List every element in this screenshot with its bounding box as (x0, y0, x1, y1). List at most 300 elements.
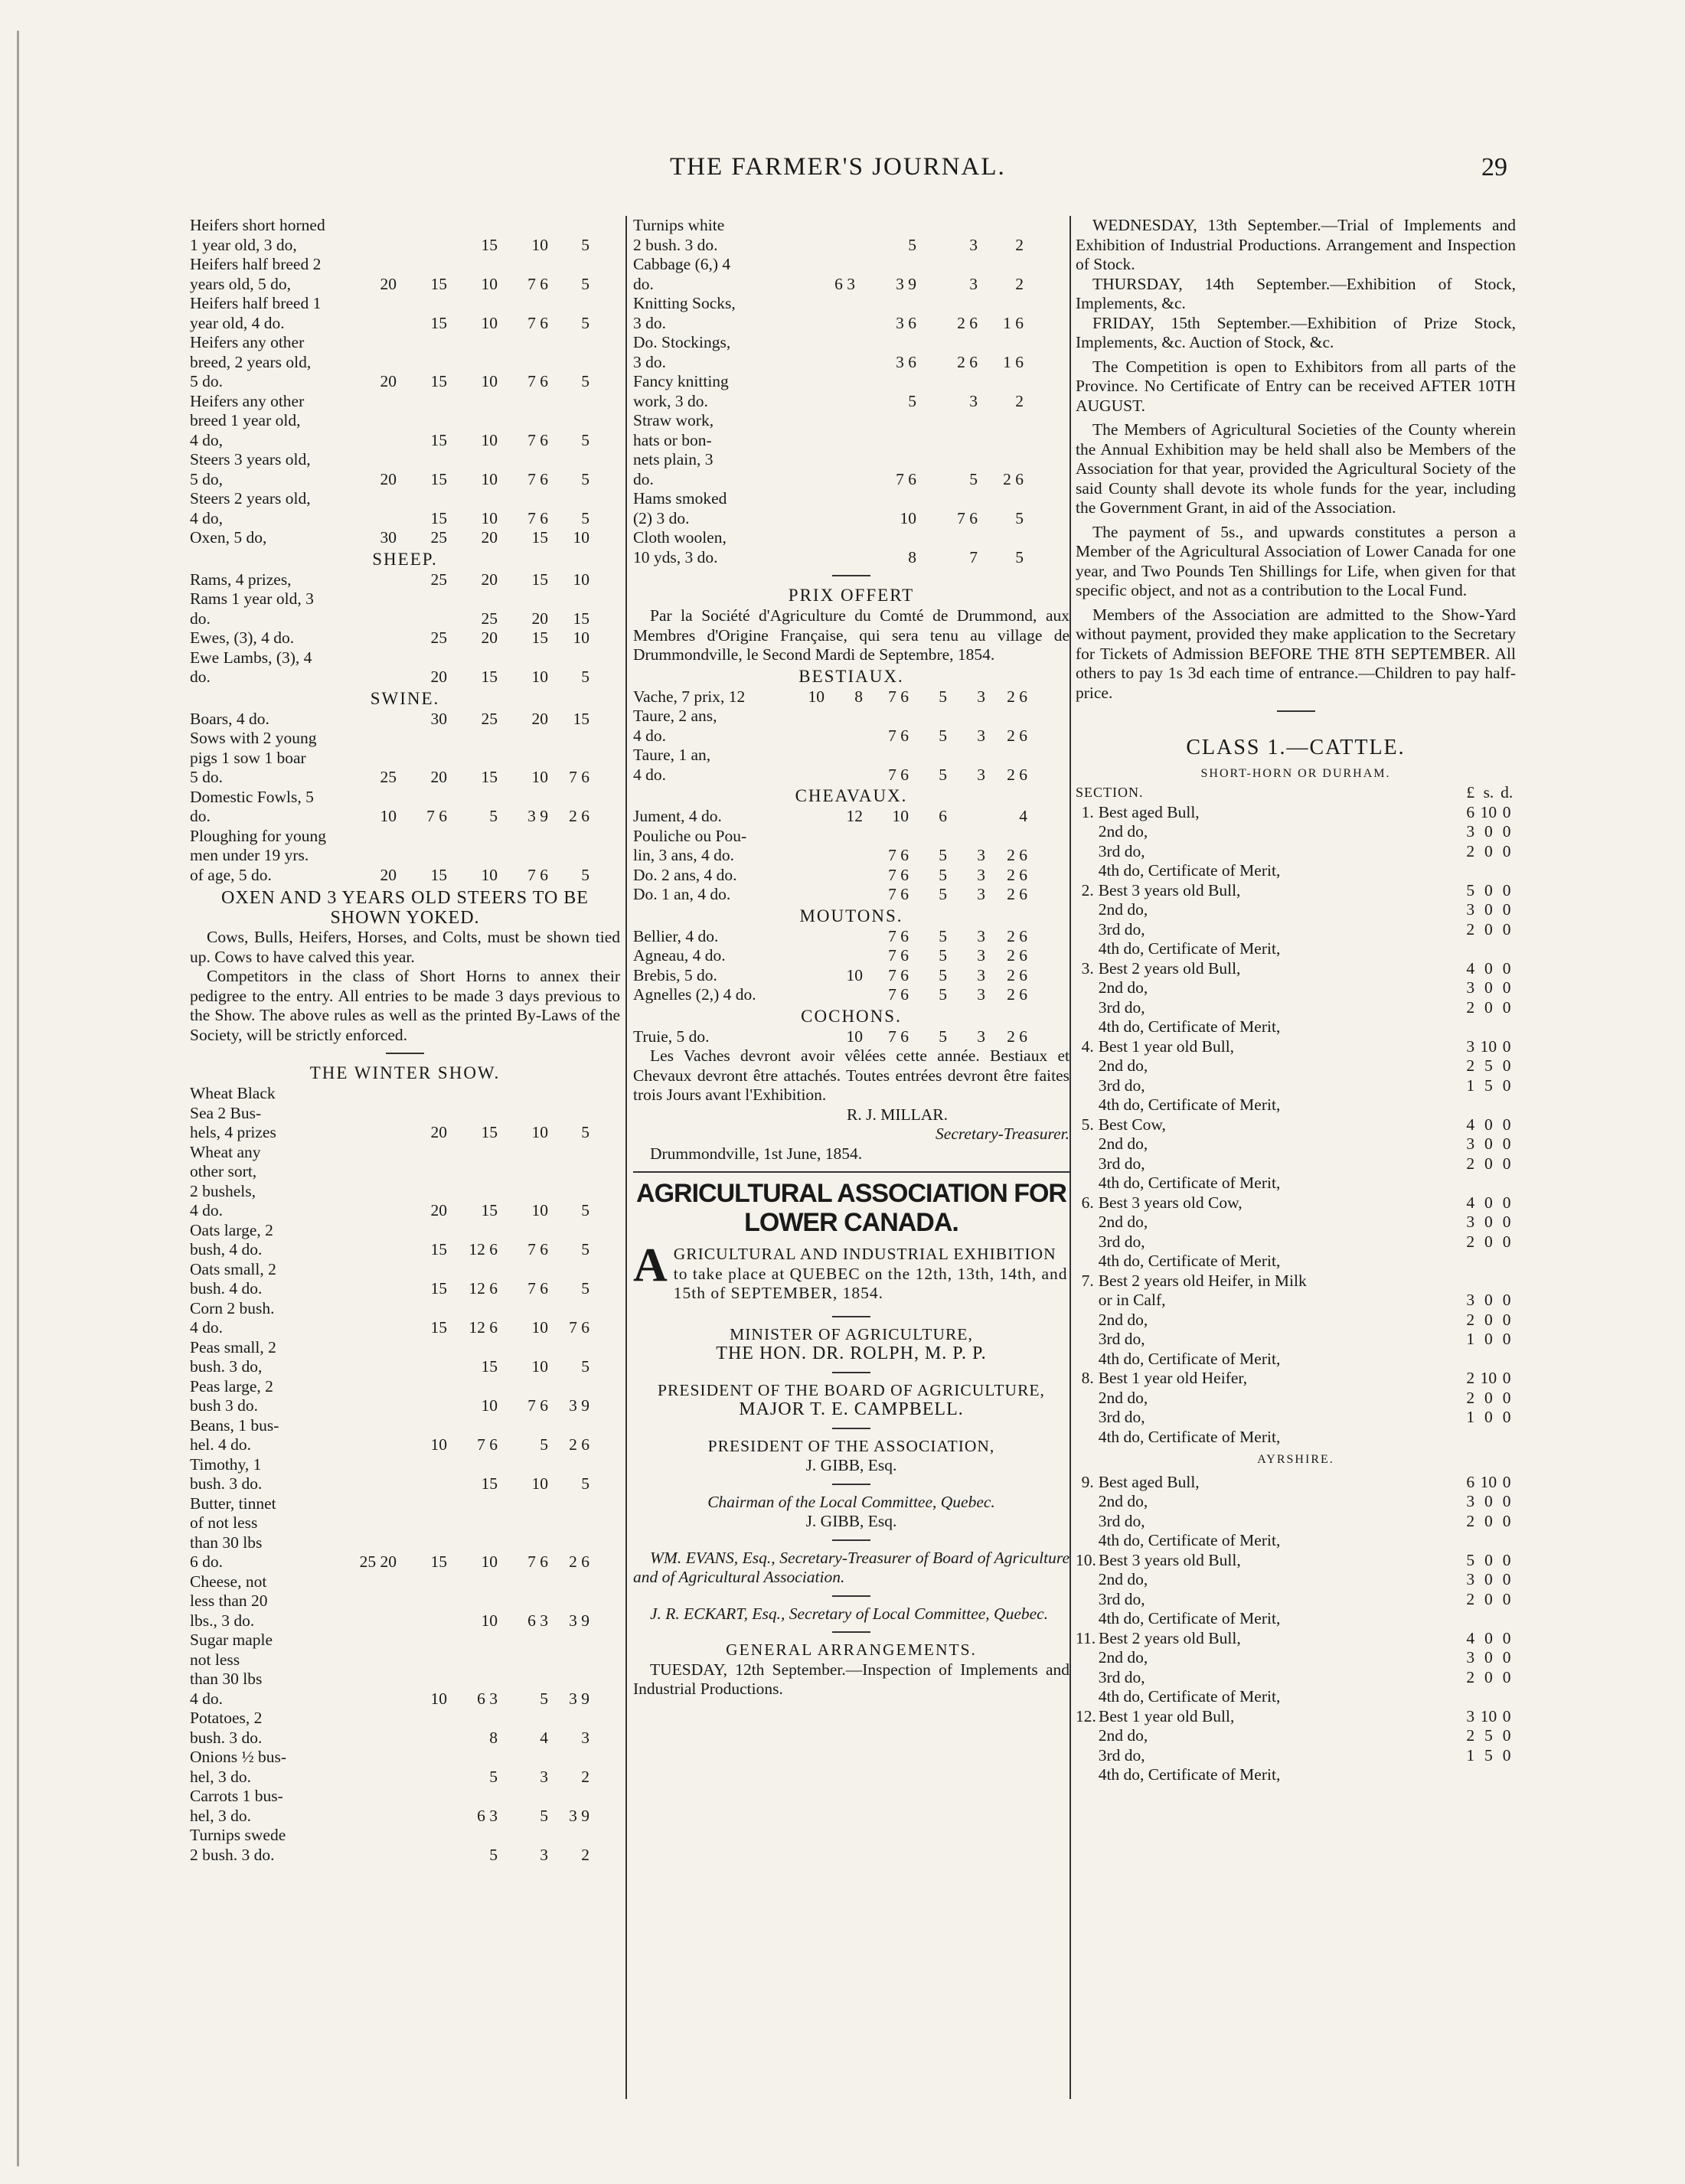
prize-row (190, 1631, 620, 1650)
prize-amount: 6 3 (834, 274, 855, 293)
prize-amount: 2 6 (1007, 985, 1027, 1004)
prize-amount: 2 (1466, 841, 1475, 860)
president-association-line: PRESIDENT OF THE ASSOCIATION, (707, 1436, 995, 1455)
prize-amount: 10 (573, 570, 589, 589)
prize-amount (498, 648, 548, 668)
prize-amount (351, 392, 397, 412)
prize-item-label: do. (633, 469, 654, 488)
prize-amount (498, 1513, 548, 1533)
section-label: 3rd do, (1098, 1745, 1145, 1765)
prize-amount (786, 509, 855, 529)
prize-amount: 3 9 (569, 1806, 589, 1825)
prize-amount: 3 (1466, 1706, 1475, 1725)
prize-row (633, 1027, 1069, 1047)
prize-amount: 5 (939, 765, 947, 784)
prize-item-label: bush. 3 do, (190, 1357, 263, 1376)
signature-name: R. J. MILLAR. (847, 1105, 948, 1124)
prize-amount: 0 (1484, 1193, 1493, 1212)
prize-amount (447, 1221, 498, 1241)
prize-amount (447, 411, 498, 431)
prize-amount: 7 6 (426, 807, 447, 825)
prize-amount: 0 (1484, 1388, 1493, 1407)
divider (832, 1428, 870, 1429)
prize-amount: 5 (1015, 547, 1024, 566)
prize-row (190, 1729, 620, 1748)
prize-table-chevaux (633, 807, 1069, 905)
prize-amount (447, 1182, 498, 1202)
chairman-line: Chairman of the Local Committee, Quebec. (707, 1492, 995, 1511)
prize-amount (947, 707, 985, 726)
prize-amount (397, 216, 447, 236)
prize-amount: 15 (531, 570, 548, 589)
section-number (1076, 822, 1094, 842)
prize-item-label: Sea 2 Bus- (190, 1103, 262, 1122)
prize-amount (498, 1338, 548, 1358)
section-number (1076, 1252, 1094, 1272)
prize-amount: 0 (1484, 1330, 1493, 1348)
prize-amount: 5 (581, 668, 589, 686)
prize-amount (548, 1826, 589, 1846)
section-row (1076, 978, 1516, 998)
section-label: 3rd do, (1098, 919, 1145, 939)
prize-amount: 12 6 (469, 1318, 498, 1337)
prize-amount: 5 (1484, 1076, 1493, 1095)
prize-amount: 6 3 (477, 1689, 498, 1708)
column-2 (633, 216, 1069, 1699)
prize-amount (397, 450, 447, 470)
prize-item-label: 3 do. (633, 313, 666, 332)
prize-amount: 7 6 (888, 687, 909, 706)
section-label: 4th do, Certificate of Merit, (1098, 1017, 1281, 1036)
section-label: 3rd do, (1098, 997, 1145, 1017)
prize-amount: 7 6 (888, 946, 909, 965)
prize-item-label: bush, 4 do. (190, 1240, 263, 1258)
section-label: 2nd do, (1098, 978, 1148, 997)
prize-amount (351, 1455, 397, 1475)
prize-amount: 15 (430, 313, 447, 332)
prize-amount: 1 (1466, 1408, 1475, 1426)
prize-amount (397, 489, 447, 509)
prize-amount (825, 885, 863, 905)
prize-item-label: 3 do. (633, 352, 666, 371)
prize-amount: 0 (1502, 978, 1511, 997)
prize-row (190, 1826, 620, 1846)
prize-row (633, 707, 1069, 726)
prize-row (190, 1670, 620, 1689)
prize-amount (447, 1084, 498, 1104)
prize-amount: 7 6 (527, 1279, 548, 1298)
prize-table-sheep (190, 570, 620, 687)
prize-amount: 15 (481, 768, 498, 786)
prize-amount: 1 (1466, 1745, 1475, 1765)
prize-amount: 0 (1502, 1511, 1511, 1530)
prize-amount: 5 (581, 313, 589, 332)
prize-amount (351, 1435, 397, 1455)
prize-amount (447, 1513, 498, 1533)
section-label: 3rd do, (1098, 1589, 1145, 1608)
prize-row (190, 1162, 620, 1182)
prize-amount: 5 (581, 1357, 589, 1376)
prize-amount (1480, 1350, 1498, 1369)
prize-amount: 4 (1019, 807, 1027, 825)
prize-amount: 3 (1466, 1037, 1475, 1056)
prize-amount (825, 866, 863, 886)
rules-paragraph: Cows, Bulls, Heifers, Horses, and Colts, must be shown tied up. Cows to have calved this year. (190, 928, 620, 966)
prize-amount (351, 1260, 397, 1280)
section-number (1076, 1330, 1094, 1350)
prize-amount (978, 255, 1024, 275)
section-row (1076, 1154, 1516, 1174)
prize-amount: 5 (939, 985, 947, 1004)
prize-item-label: breed, 2 years old, (190, 352, 312, 371)
prize-amount (916, 450, 978, 470)
prize-amount (351, 1240, 397, 1260)
prize-amount: 5 (939, 926, 947, 945)
section-label: 4th do, Certificate of Merit, (1098, 1687, 1281, 1706)
section-row (1076, 939, 1516, 959)
section-label: 4th do, Certificate of Merit, (1098, 1174, 1281, 1192)
prize-amount (351, 668, 397, 687)
prize-amount (397, 1221, 447, 1241)
prize-row (190, 710, 620, 730)
prize-amount: 25 (430, 570, 447, 589)
prize-amount (397, 609, 447, 629)
prize-amount (447, 1338, 498, 1358)
prize-item-label: Knitting Socks, (633, 294, 736, 312)
prize-amount: 7 6 (527, 1552, 548, 1571)
section-heading-swine: SWINE. (370, 688, 440, 708)
prize-amount: 3 (977, 926, 985, 945)
prize-amount: 2 6 (569, 1435, 589, 1454)
prize-amount (351, 1279, 397, 1299)
drop-cap-letter: A (633, 1239, 668, 1291)
page-number: 29 (1481, 153, 1507, 181)
prize-amount: 5 (489, 1845, 498, 1864)
prize-amount (397, 1807, 447, 1827)
prize-amount: 2 (1466, 1056, 1475, 1075)
prize-amount (786, 885, 825, 905)
prize-amount: 10 (573, 628, 589, 647)
prize-amount (916, 333, 978, 353)
section-label: 3rd do, (1098, 841, 1145, 860)
prize-amount (1497, 861, 1516, 881)
section-label: 3rd do, (1098, 1076, 1145, 1095)
section-label: Best 1 year old Bull, (1099, 1706, 1235, 1725)
prize-amount (397, 411, 447, 431)
prize-amount (397, 1650, 447, 1670)
section-number (1076, 1570, 1094, 1590)
prize-amount (855, 489, 916, 509)
prize-amount (863, 827, 909, 847)
prize-row (190, 1768, 620, 1787)
prize-amount (447, 294, 498, 314)
prize-amount: 20 (380, 274, 397, 293)
prize-amount (855, 411, 916, 431)
section-row (1076, 1473, 1516, 1493)
prize-amount: 5 (939, 726, 947, 745)
prize-amount (548, 1670, 589, 1689)
section-row (1076, 1076, 1516, 1096)
prize-amount: 25 (481, 609, 498, 628)
section-number (1076, 1056, 1094, 1076)
prize-amount: 10 (1480, 802, 1497, 821)
prize-amount (548, 1650, 589, 1670)
prize-item-label: 4 do. (633, 765, 666, 784)
prize-amount (1461, 1350, 1480, 1369)
prize-row (633, 807, 1069, 827)
prize-amount (978, 450, 1024, 470)
prize-amount: 1 (1466, 1076, 1475, 1095)
prize-amount (447, 1572, 498, 1592)
prize-amount: 4 (1466, 1115, 1475, 1134)
prize-amount: 0 (1502, 822, 1511, 841)
prize-amount: 0 (1484, 1291, 1493, 1309)
section-heading-oxen: OXEN AND 3 YEARS OLD STEERS TO BE SHOWN YOKED. (221, 888, 589, 928)
prize-amount: 3 (1466, 1492, 1475, 1510)
section-number: 5. (1081, 1115, 1094, 1134)
prize-row (190, 729, 620, 749)
section-number (1076, 1687, 1094, 1707)
prize-amount: 5 (939, 946, 947, 965)
prize-amount: 15 (430, 1552, 447, 1571)
section-row (1076, 1017, 1516, 1037)
prize-amount: 20 (481, 628, 498, 647)
prize-amount (447, 1533, 498, 1553)
prize-item-label: Oats small, 2 (190, 1259, 276, 1278)
prize-amount (498, 827, 548, 847)
prize-row (190, 314, 620, 334)
prize-amount: 15 (481, 1123, 498, 1141)
prize-amount (1461, 1687, 1480, 1707)
prize-amount (548, 450, 589, 470)
prize-amount (1497, 1252, 1516, 1272)
prize-amount: 3 (1466, 1213, 1475, 1231)
section-row (1076, 1668, 1516, 1688)
prize-amount (985, 827, 1027, 847)
prize-item-label: Oats large, 2 (190, 1220, 273, 1239)
prize-amount (548, 489, 589, 509)
prize-amount (397, 1631, 447, 1650)
prize-amount (947, 746, 985, 766)
prize-amount: 7 6 (569, 1318, 589, 1337)
prize-item-label: Cabbage (6,) 4 (633, 255, 731, 273)
prize-amount (351, 1631, 397, 1650)
prize-amount (548, 1182, 589, 1202)
prize-item-label: Pouliche ou Pou- (633, 826, 747, 845)
section-row (1076, 1629, 1516, 1649)
prize-amount (786, 766, 825, 785)
prize-amount (397, 1768, 447, 1787)
prize-amount (855, 372, 916, 392)
prize-amount (909, 707, 947, 726)
prize-amount: 0 (1502, 1706, 1511, 1725)
prize-amount: 2 (581, 1845, 589, 1864)
section-heading-chevaux: CHEAVAUX. (795, 786, 908, 805)
rules-paragraph: Competitors in the class of Short Horns to annex their pedigree to the entry. All entries to be made 3 days previous to the Show. The above rules as well as the printed By-Laws of the Society, will be strictly enforced. (190, 967, 620, 1044)
prize-amount (548, 353, 589, 373)
subheading-ayrshire: AYRSHIRE. (1257, 1453, 1334, 1466)
prize-amount (447, 1416, 498, 1436)
prize-amount: 7 6 (527, 313, 548, 332)
prize-amount: 0 (1502, 1310, 1511, 1329)
prize-item-label: Taure, 2 ans, (633, 707, 717, 725)
prize-amount (447, 589, 498, 609)
prize-amount (855, 431, 916, 451)
prize-amount (786, 333, 855, 353)
prize-amount: 2 (1015, 274, 1024, 293)
prize-item-label: 4 do. (633, 726, 666, 745)
friday-schedule: FRIDAY, 15th September.—Exhibition of Prize Stock, Implements, &c. Auction of Stock, &c. (1076, 313, 1516, 351)
prize-amount: 10 (481, 372, 498, 390)
prize-item-label: hats or bon- (633, 430, 712, 449)
prize-amount (786, 470, 855, 490)
prize-amount: 3 (540, 1767, 548, 1786)
evans-line: WM. EVANS, Esq., Secretary-Treasurer of Board of Agriculture and of Agricultural Association. (633, 1548, 1069, 1586)
prize-amount (498, 294, 548, 314)
prize-amount: 7 6 (888, 1027, 909, 1046)
prize-amount (397, 1826, 447, 1846)
prize-row (190, 866, 620, 886)
prize-amount: 0 (1502, 1076, 1511, 1095)
prize-amount (351, 1611, 397, 1631)
divider (832, 1316, 870, 1317)
prize-amount (351, 729, 397, 749)
prize-row (633, 985, 1069, 1005)
prize-amount: 30 (430, 709, 447, 728)
prize-item-label: Boars, 4 do. (190, 709, 269, 728)
prize-amount (548, 827, 589, 847)
prize-amount (786, 966, 825, 986)
prize-row (190, 1474, 620, 1494)
prize-amount (498, 1709, 548, 1729)
prize-amount (447, 489, 498, 509)
prize-amount (498, 1221, 548, 1241)
prize-amount: 0 (1502, 1745, 1511, 1765)
prize-amount (397, 1611, 447, 1631)
prize-row (633, 746, 1069, 766)
prize-amount: 10 (846, 965, 863, 984)
prize-amount (447, 353, 498, 373)
prize-item-label: Beans, 1 bus- (190, 1415, 279, 1435)
prize-amount (447, 450, 498, 470)
prize-row (190, 1084, 620, 1104)
prize-amount (397, 333, 447, 353)
prize-amount (351, 216, 397, 236)
section-row (1076, 1765, 1516, 1785)
prize-amount (825, 746, 863, 766)
column-1 (190, 216, 620, 1865)
prize-amount: 5 (581, 1279, 589, 1298)
prize-amount (397, 1377, 447, 1397)
prize-amount (916, 489, 978, 509)
chairman-name: J. GIBB, Esq. (805, 1512, 897, 1530)
prize-item-label: Ewe Lambs, (3), 4 (190, 648, 312, 667)
prize-amount: 5 (581, 274, 589, 293)
prize-amount: 3 (1466, 1134, 1475, 1153)
prize-amount: 0 (1502, 1213, 1511, 1231)
prize-item-label: Cloth woolen, (633, 528, 727, 547)
prize-item-label: of not less (190, 1513, 258, 1532)
prize-row (190, 333, 620, 353)
prize-amount (397, 749, 447, 769)
prize-item-label: not less (190, 1650, 240, 1669)
prize-amount: 0 (1484, 1115, 1493, 1134)
prize-item-label: lin, 3 ans, 4 do. (633, 846, 734, 864)
prize-amount: 10 (531, 668, 548, 686)
prize-amount (397, 1513, 447, 1533)
prize-amount: 3 (969, 391, 978, 410)
prize-amount: 7 6 (888, 726, 909, 745)
prize-amount: 7 6 (888, 765, 909, 784)
prize-amount (351, 589, 397, 609)
section-number: 1. (1081, 802, 1094, 821)
prize-row (190, 216, 620, 236)
section-label: 2nd do, (1098, 1134, 1148, 1153)
prize-amount (855, 294, 916, 314)
prize-amount (351, 1729, 397, 1748)
prize-amount (447, 333, 498, 353)
prize-amount (397, 1591, 447, 1611)
prize-amount: 0 (1484, 1648, 1493, 1667)
divider (633, 1171, 1069, 1173)
prize-amount (397, 1299, 447, 1319)
section-number (1076, 1350, 1094, 1369)
section-number (1076, 1531, 1094, 1551)
prize-amount (786, 985, 825, 1005)
signature-title: Secretary-Treasurer. (936, 1125, 1069, 1143)
prize-row (190, 749, 620, 769)
prize-amount (447, 1455, 498, 1475)
prize-amount (548, 411, 589, 431)
prize-amount (498, 1455, 548, 1475)
prize-amount: 4 (1466, 1628, 1475, 1647)
prize-amount (548, 1494, 589, 1514)
prize-amount: 15 (430, 469, 447, 488)
prize-row (190, 807, 620, 827)
prize-amount (498, 411, 548, 431)
prize-amount: 7 6 (527, 865, 548, 884)
prize-amount (1461, 1531, 1480, 1551)
prize-row (633, 827, 1069, 847)
section-label: 3rd do, (1098, 1408, 1145, 1426)
prize-amount: 3 (1466, 1648, 1475, 1667)
prize-amount: 0 (1484, 1550, 1493, 1569)
prize-amount: 7 6 (477, 1435, 498, 1454)
prize-item-label: Ewes, (3), 4 do. (190, 628, 295, 647)
prize-amount: 10 (531, 1123, 548, 1141)
prize-amount (1497, 1428, 1516, 1448)
prize-amount (351, 236, 397, 256)
prize-row (190, 1709, 620, 1729)
prize-row (190, 1591, 620, 1611)
prize-item-label: Peas small, 2 (190, 1337, 276, 1356)
prize-row (190, 1279, 620, 1299)
prize-amount (786, 236, 855, 256)
prize-amount (397, 1162, 447, 1182)
prize-amount (397, 1455, 447, 1475)
prize-amount (909, 827, 947, 847)
prize-row (190, 353, 620, 373)
prize-amount (978, 294, 1024, 314)
prize-amount: 25 (430, 528, 447, 547)
section-number (1076, 1076, 1094, 1096)
minister-name: THE HON. DR. ROLPH, M. P. P. (716, 1343, 987, 1363)
prize-amount: 0 (1502, 1193, 1511, 1212)
section-row (1076, 1551, 1516, 1571)
prize-amount: 0 (1484, 919, 1493, 939)
prize-amount (786, 548, 855, 568)
prize-amount: 5 (581, 1201, 589, 1219)
